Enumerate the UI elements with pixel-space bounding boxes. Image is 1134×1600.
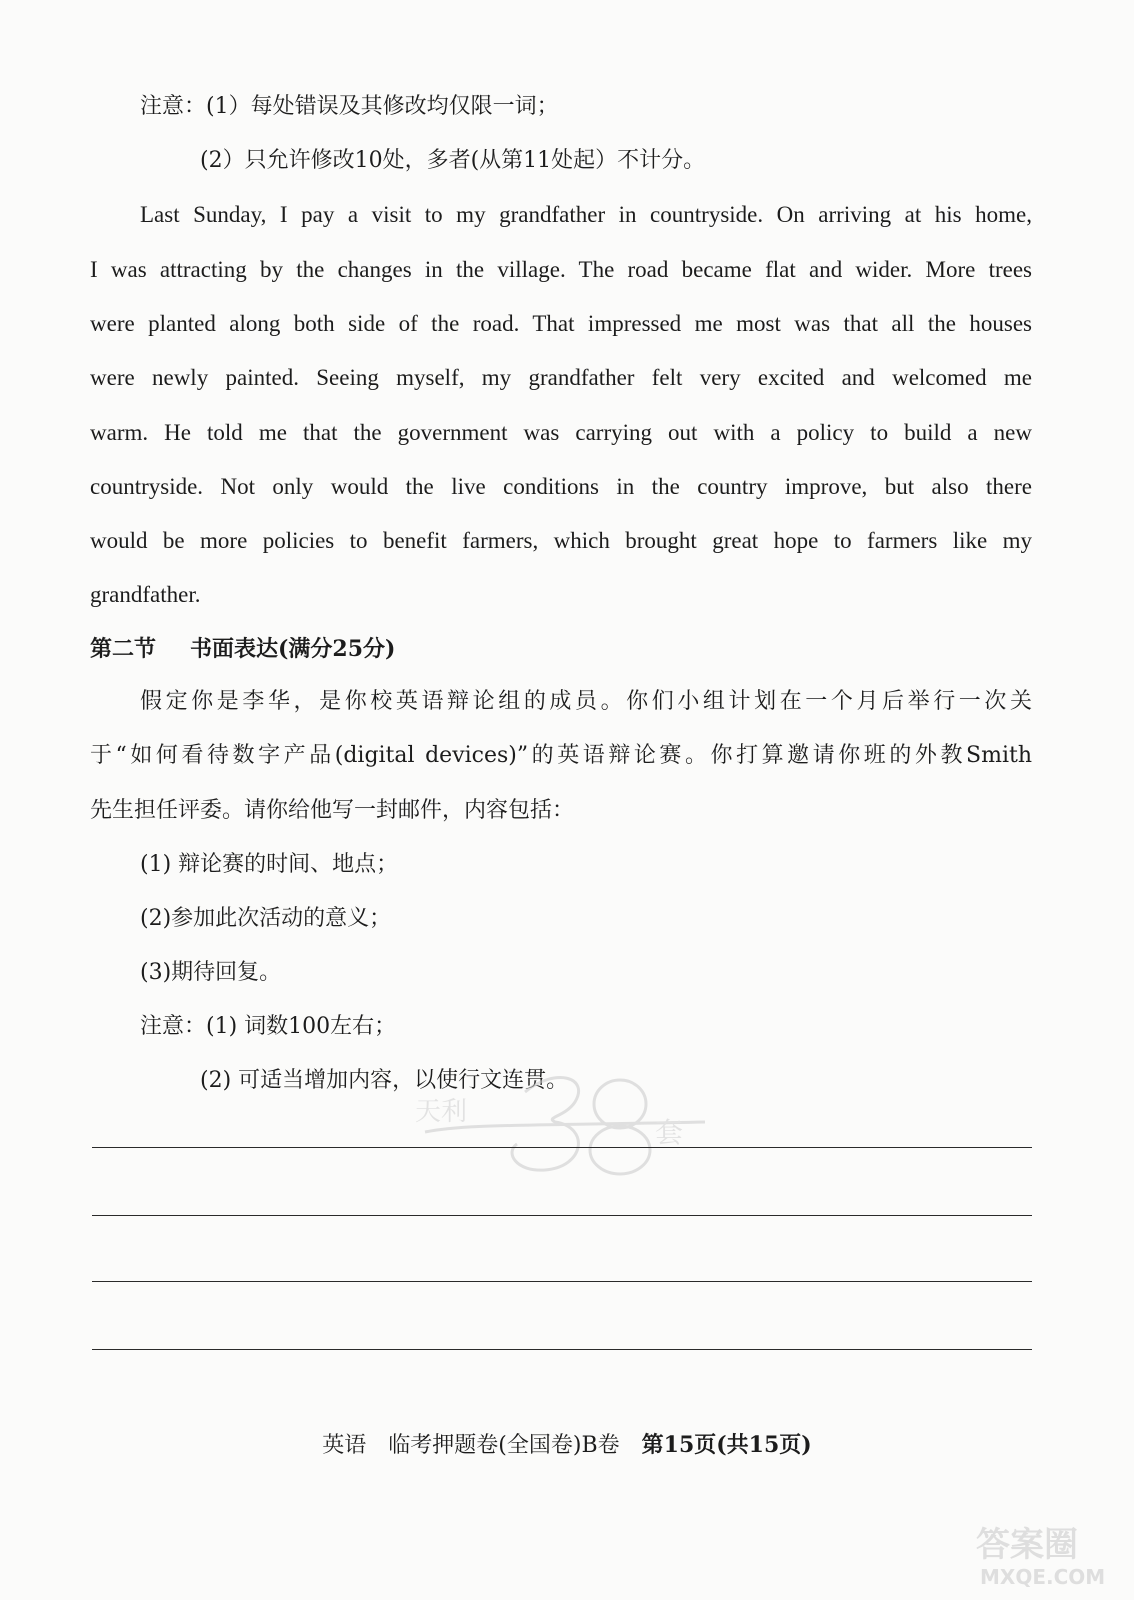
prompt-line: 于“如何看待数字产品(digital devices)”的英语辩论赛。你打算邀请你班的外教Smith [90, 743, 1032, 768]
watermark-text-b: 套 [655, 1116, 684, 1149]
site-watermark-logo [970, 1518, 1120, 1590]
answer-line [92, 1349, 1032, 1350]
writing-note-1: 注意：(1) 词数100左右； [140, 1014, 397, 1039]
error-correction-note-2: (2）只允许修改10处，多者(从第11处起）不计分。 [200, 148, 706, 173]
writing-note-2: (2) 可适当增加内容，以使行文连贯。 [200, 1068, 569, 1093]
section-title: 书面表达(满分25分) [190, 636, 396, 662]
passage-line: were planted along both side of the road. That impressed me most was that all the houses [90, 311, 1032, 336]
prompt-item: (2)参加此次活动的意义； [140, 906, 392, 931]
answer-line [92, 1215, 1032, 1216]
prompt-line: 假定你是李华，是你校英语辩论组的成员。你们小组计划在一个月后举行一次关 [140, 689, 1032, 714]
footer-paper: 临考押题卷(全国卷)B卷 [388, 1433, 620, 1458]
passage-line: were newly painted. Seeing myself, my grandfather felt very excited and welcomed me [90, 365, 1032, 390]
corner-wm-cn: 答案圈 [976, 1525, 1078, 1565]
section-heading [90, 634, 395, 664]
error-correction-note-1: 注意：(1）每处错误及其修改均仅限一词； [140, 94, 559, 119]
passage-line: Last Sunday, I pay a visit to my grandfather in countryside. On arriving at his home, [140, 202, 1032, 227]
footer-subject: 英语 [322, 1433, 367, 1458]
publisher-watermark [405, 1062, 715, 1182]
watermark-text-a: 天利 [415, 1097, 468, 1127]
page-footer [0, 1430, 1134, 1461]
corner-wm-en: MXQE.COM [980, 1565, 1106, 1589]
passage-line: countryside. Not only would the live conditions in the country improve, but also there [90, 474, 1032, 499]
prompt-item: (3)期待回复。 [140, 960, 282, 985]
prompt-line: 先生担任评委。请你给他写一封邮件，内容包括： [90, 798, 575, 823]
answer-line [92, 1281, 1032, 1282]
passage-line: would be more policies to benefit farmers, which brought great hope to farmers like my [90, 528, 1032, 553]
passage-line: I was attracting by the changes in the village. The road became flat and wider. More trees [90, 257, 1032, 282]
answer-line [92, 1147, 1032, 1148]
footer-page-info: 第15页(共15页) [641, 1432, 812, 1458]
prompt-item: (1) 辩论赛的时间、地点； [140, 852, 399, 877]
section-label: 第二节 [90, 636, 157, 662]
passage-line: grandfather. [90, 582, 201, 607]
passage-line: warm. He told me that the government was carrying out with a policy to build a new [90, 420, 1032, 445]
